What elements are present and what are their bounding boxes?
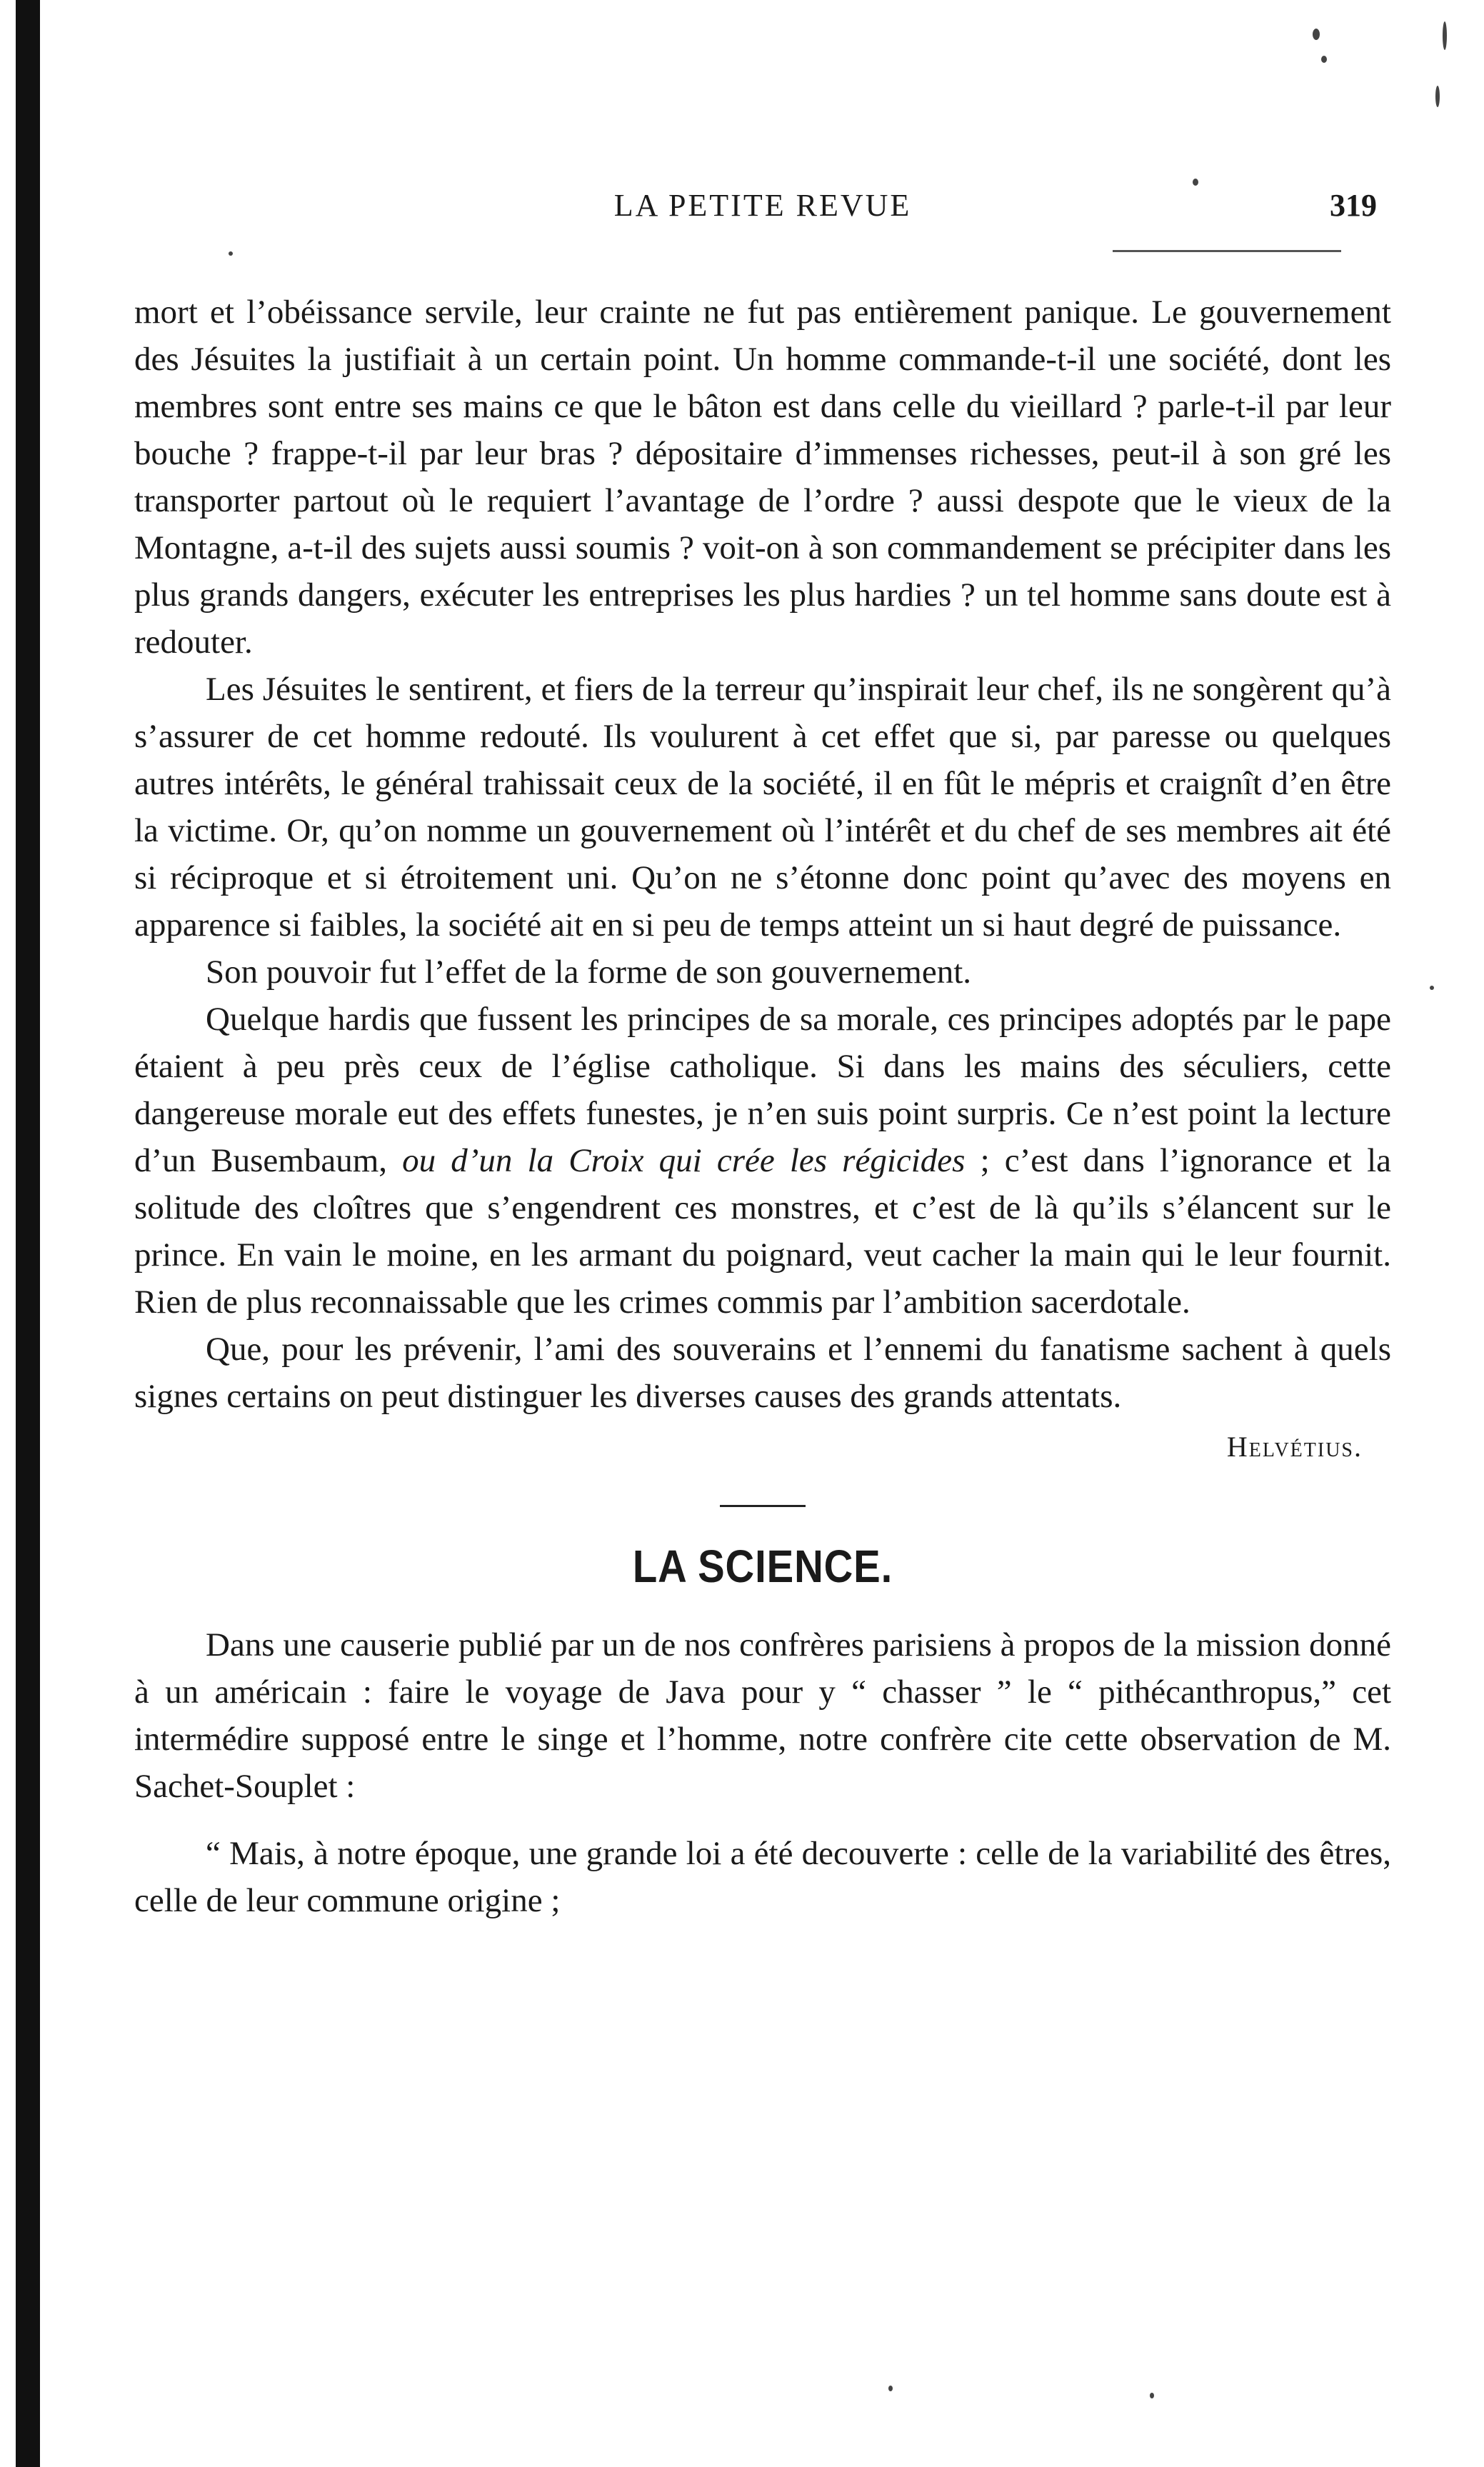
paragraph-4-part-c: ; — [965, 1142, 1005, 1179]
page-number: 319 — [1330, 188, 1377, 223]
paragraph-4-part-d: c’est dans l’ignorance et la solitude des cloîtres que s’engendrent ces monstres, et c’est de là qu’ils s’élancent sur le prince. En vain le moine, en les armant du poignard, veut cacher la main qui le leur fournit. Rien de plus reconnaissable que les crimes commis par l’ambition sacerdotale. — [134, 1142, 1391, 1321]
paragraph-5: Que, pour les prévenir, l’ami des souverains et l’ennemi du fanatisme sachent à quels signes certains on peut distinguer les diverses causes des grands attentats. — [134, 1331, 1391, 1415]
scan-speck — [1150, 2393, 1154, 2398]
scan-speck — [1435, 86, 1440, 107]
scan-speck — [1443, 21, 1447, 50]
journal-title: LA PETITE REVUE — [613, 188, 912, 223]
paragraph-4-part-a: Quelque hardis que fussent les principes de sa morale, ces principes adoptés par le pape étaient à peu près ceux de l’église catholique. Si dans les mains des séculiers, cette dangereuse morale eut des effets funestes, je n’en suis point surpris. Ce n’est point la lecture d’un Busembaum, — [134, 1001, 1391, 1179]
running-header — [134, 187, 1391, 237]
science-paragraph-2: “ Mais, à notre époque, une grande loi a été decouverte : celle de la variabilité des êtres, celle de leur commune origine ; — [134, 1835, 1391, 1919]
paragraph-3: Son pouvoir fut l’effet de la forme de son gouvernement. — [206, 954, 972, 991]
paragraph-2: Les Jésuites le sentirent, et fiers de la terreur qu’inspirait leur chef, ils ne songèrent qu’à s’assurer de cet homme redouté. Ils voulurent à cet effet que si, par paresse ou quelques autres intérêts, le général trahissait ceux de la société, il en fût le mépris et craignît d’en être la victime. Or, qu’on nomme un gouvernement où l’intérêt et du chef de ses membres ait été si réciproque et si étroitement uni. Qu’on ne s’étonne donc point qu’avec des moyens en apparence si faibles, la société ait en si peu de temps atteint un si haut degré de puissance. — [134, 671, 1391, 944]
article-body — [134, 289, 1391, 1924]
section-separator — [720, 1505, 806, 1507]
author-signature: Helvétius. — [1226, 1431, 1363, 1463]
scan-speck — [888, 2386, 893, 2391]
section-title: LA SCIENCE. — [632, 1541, 893, 1592]
scan-speck — [1193, 179, 1198, 186]
page-edge-shadow — [16, 0, 40, 2467]
scan-speck — [1430, 986, 1434, 990]
header-rule — [1113, 250, 1341, 252]
scan-speck — [1321, 56, 1327, 63]
paragraph-1: mort et l’obéissance servile, leur crainte ne fut pas entièrement panique. Le gouvernement des Jésuites la justifiait à un certain point. Un homme commande-t-il une société, dont les membres sont entre ses mains ce que le bâton est dans celle du vieillard ? parle-t-il par leur bouche ? frappe-t-il par leur bras ? dépositaire d’immenses richesses, peut-il à son gré les transporter partout où le requiert l’avantage de l’ordre ? aussi despote que le vieux de la Montagne, a-t-il des sujets aussi soumis ? voit-on à son commandement se précipiter dans les plus grands dangers, exécuter les entreprises les plus hardies ? un tel homme sans doute est à redouter. — [134, 294, 1391, 661]
scan-speck — [1313, 29, 1320, 40]
paragraph-4 — [134, 996, 1391, 1326]
scan-speck — [229, 251, 233, 256]
science-paragraph-1: Dans une causerie publié par un de nos confrères parisiens à propos de la mission donné à un américain : faire le voyage de Java pour y “ chasser ” le “ pithécanthropus,” cet intermédire supposé entre le singe et l’homme, notre confrère cite cette observation de M. Sachet-Souplet : — [134, 1626, 1391, 1805]
paragraph-4-italic-a: ou d’un la Croix qui crée les régicides — [402, 1142, 966, 1179]
